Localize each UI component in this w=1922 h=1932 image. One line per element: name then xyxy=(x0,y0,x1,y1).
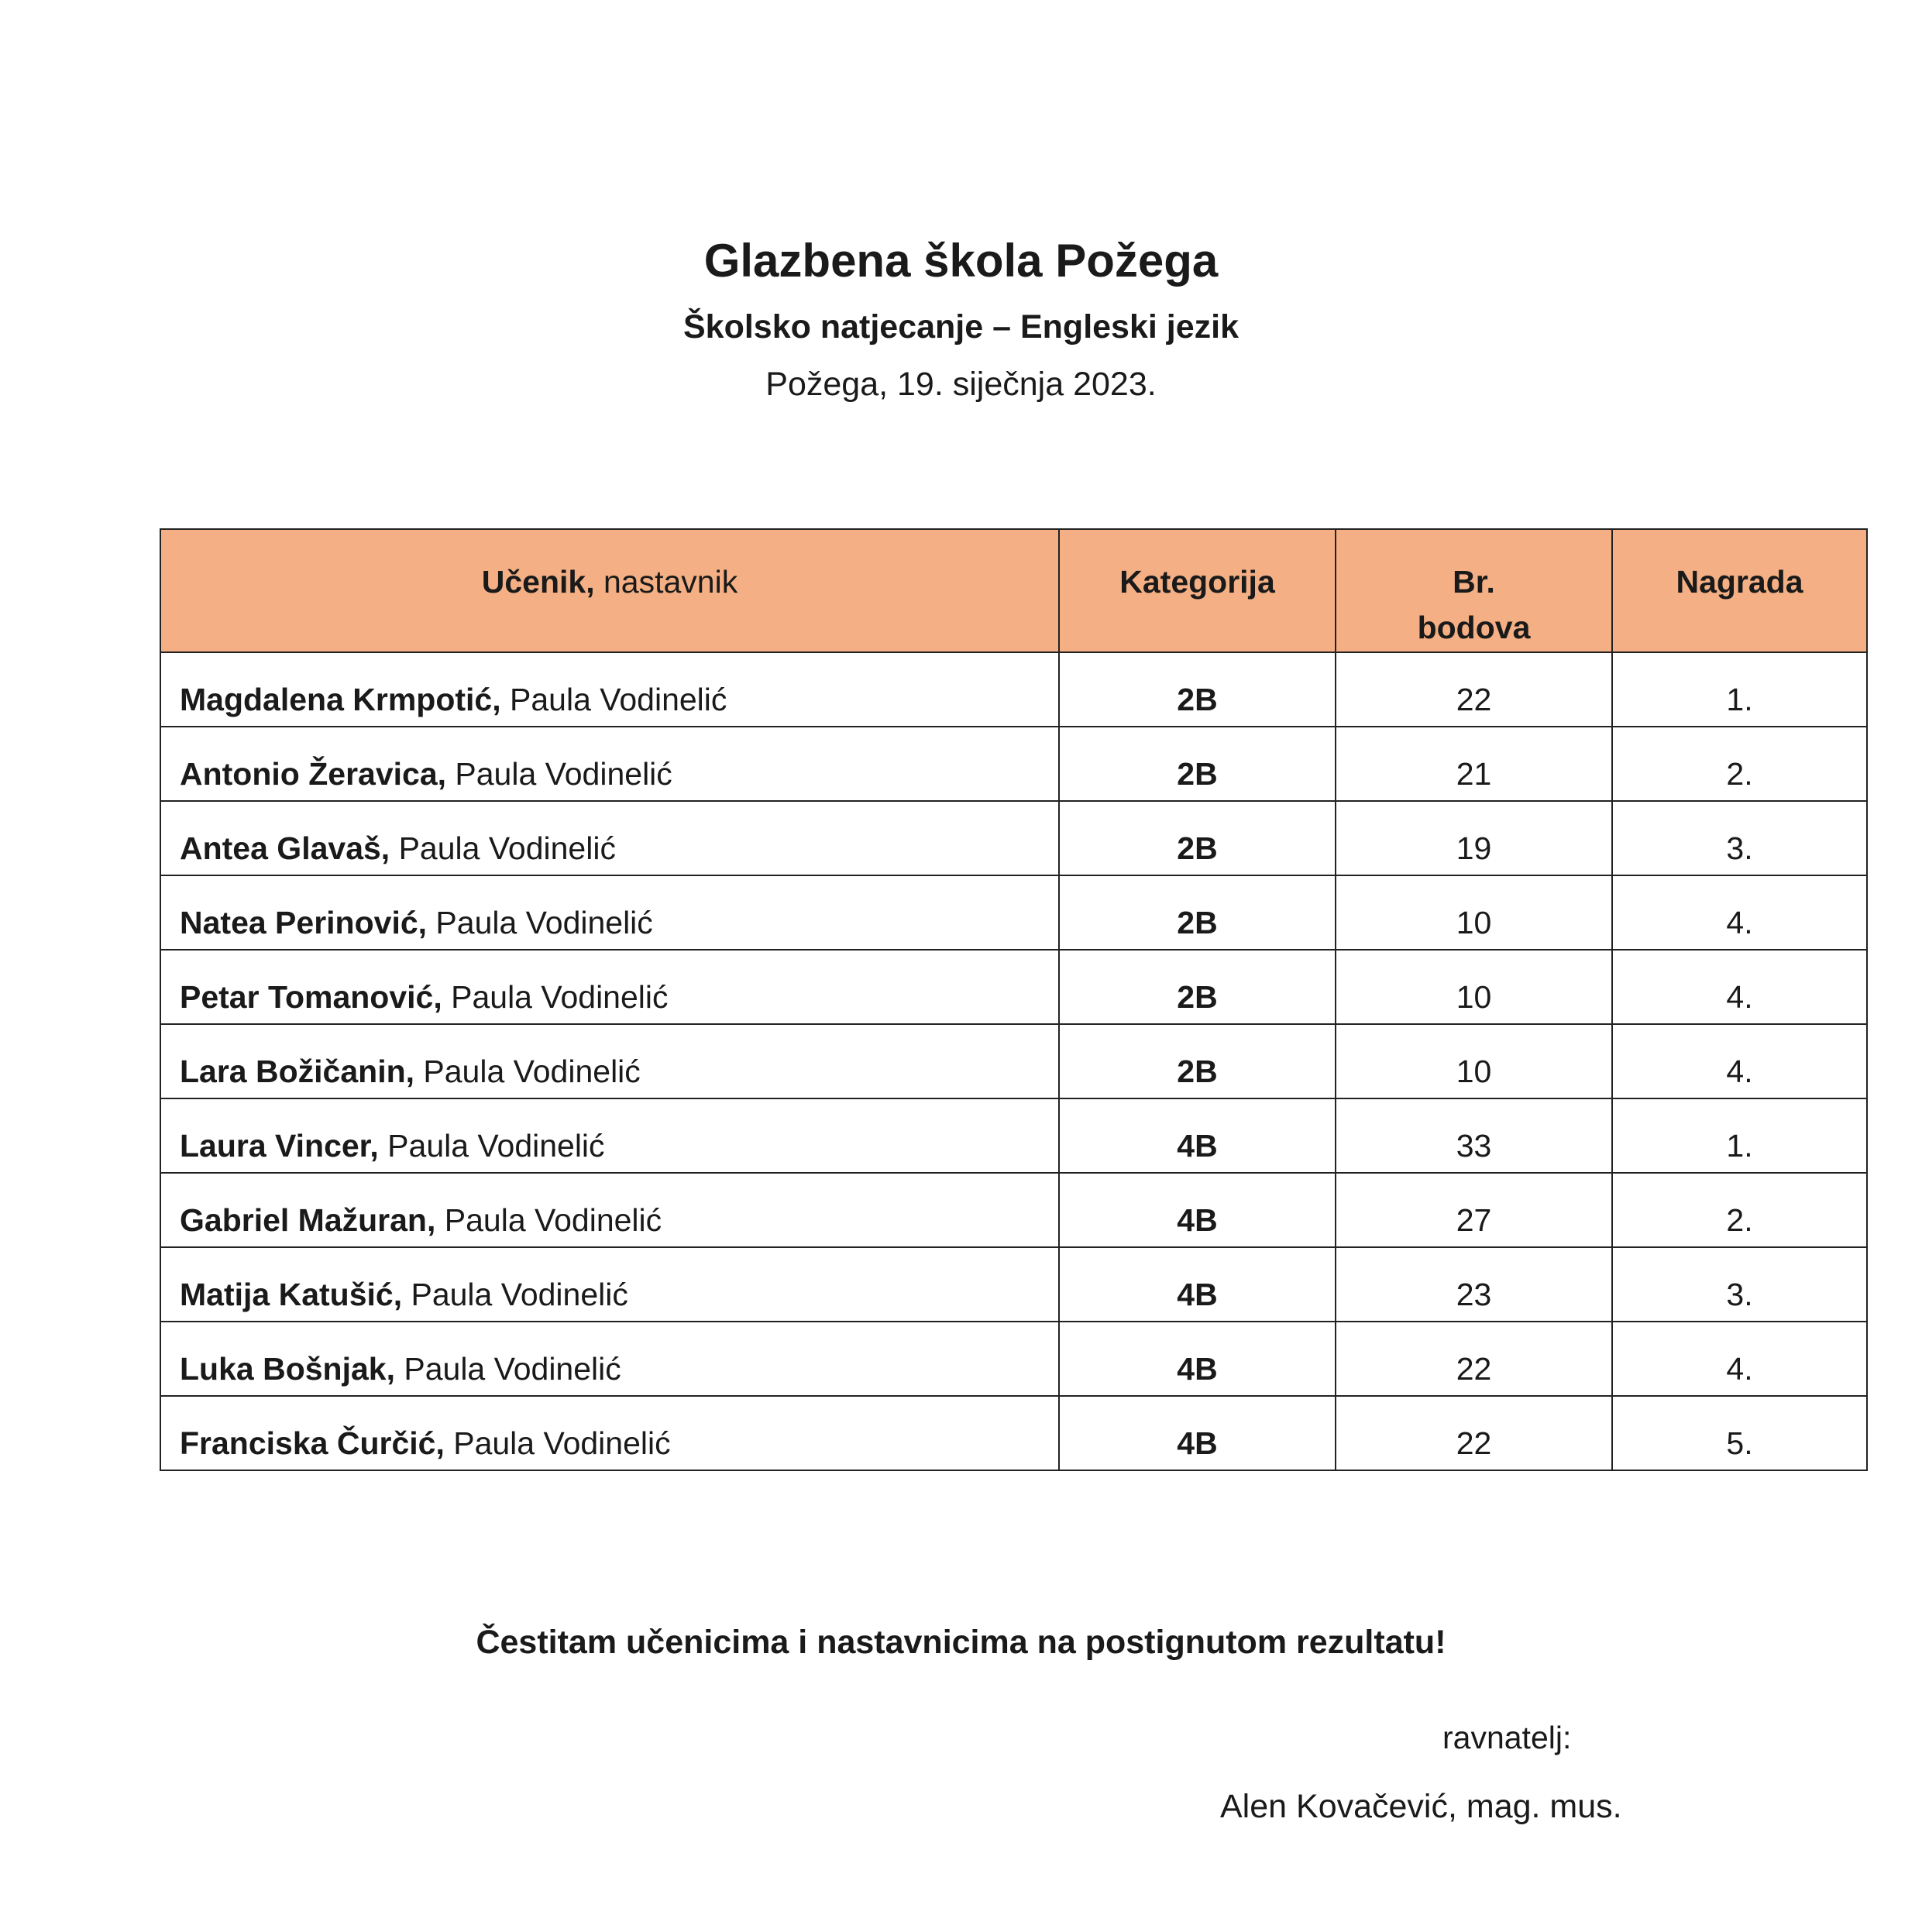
award-cell: 4. xyxy=(1612,950,1867,1024)
column-header-points-line1: Br. xyxy=(1453,564,1495,600)
category-cell: 4B xyxy=(1059,1173,1336,1247)
student-name: Natea Perinović, xyxy=(180,904,428,940)
points-cell: 10 xyxy=(1336,1024,1612,1098)
award-cell: 4. xyxy=(1612,875,1867,950)
teacher-name: Paula Vodinelić xyxy=(444,1425,671,1461)
award-cell: 1. xyxy=(1612,1098,1867,1173)
student-name: Matija Katušić, xyxy=(180,1276,403,1312)
points-cell: 21 xyxy=(1336,727,1612,801)
category-cell: 2B xyxy=(1059,652,1336,727)
column-header-points xyxy=(1336,529,1612,652)
student-teacher-cell xyxy=(160,1322,1059,1396)
table-row xyxy=(160,1396,1867,1470)
column-header-award: Nagrada xyxy=(1612,529,1867,652)
category-cell: 4B xyxy=(1059,1247,1336,1322)
points-cell: 23 xyxy=(1336,1247,1612,1322)
table-row xyxy=(160,1098,1867,1173)
student-teacher-cell xyxy=(160,875,1059,950)
award-cell: 4. xyxy=(1612,1024,1867,1098)
points-cell: 10 xyxy=(1336,875,1612,950)
student-teacher-cell xyxy=(160,727,1059,801)
points-cell: 22 xyxy=(1336,652,1612,727)
table-row xyxy=(160,875,1867,950)
points-cell: 27 xyxy=(1336,1173,1612,1247)
teacher-name: Paula Vodinelić xyxy=(378,1127,605,1164)
award-cell: 3. xyxy=(1612,801,1867,875)
header-row xyxy=(160,529,1867,652)
award-cell: 2. xyxy=(1612,1173,1867,1247)
table-row xyxy=(160,727,1867,801)
award-cell: 5. xyxy=(1612,1396,1867,1470)
student-teacher-cell xyxy=(160,652,1059,727)
student-name: Antonio Žeravica, xyxy=(180,755,447,792)
student-name: Laura Vincer, xyxy=(180,1127,379,1164)
table-row xyxy=(160,801,1867,875)
student-name: Gabriel Mažuran, xyxy=(180,1201,436,1238)
points-cell: 22 xyxy=(1336,1322,1612,1396)
student-name: Franciska Čurčić, xyxy=(180,1425,445,1461)
student-teacher-cell xyxy=(160,1173,1059,1247)
teacher-name: Paula Vodinelić xyxy=(442,978,669,1015)
teacher-name: Paula Vodinelić xyxy=(500,681,727,717)
column-header-student xyxy=(160,529,1059,652)
student-name: Antea Glavaš, xyxy=(180,830,390,866)
student-teacher-cell xyxy=(160,1396,1059,1470)
teacher-name: Paula Vodinelić xyxy=(427,904,653,940)
column-header-category: Kategorija xyxy=(1059,529,1336,652)
table-row xyxy=(160,1173,1867,1247)
award-cell: 4. xyxy=(1612,1322,1867,1396)
column-header-student-bold: Učenik, xyxy=(481,564,595,600)
table-row xyxy=(160,950,1867,1024)
points-cell: 22 xyxy=(1336,1396,1612,1470)
results-table-body xyxy=(160,652,1867,1470)
teacher-name: Paula Vodinelić xyxy=(390,830,616,866)
table-row xyxy=(160,1024,1867,1098)
document-dateline: Požega, 19. siječnja 2023. xyxy=(765,366,1157,403)
document-subtitle: Školsko natjecanje – Engleski jezik xyxy=(683,308,1239,345)
student-name: Petar Tomanović, xyxy=(180,978,442,1015)
results-table xyxy=(160,528,1868,1471)
table-row xyxy=(160,1247,1867,1322)
signatory-name: Alen Kovačević, mag. mus. xyxy=(1220,1788,1622,1825)
award-cell: 1. xyxy=(1612,652,1867,727)
student-name: Lara Božičanin, xyxy=(180,1053,415,1089)
teacher-name: Paula Vodinelić xyxy=(402,1276,628,1312)
category-cell: 4B xyxy=(1059,1396,1336,1470)
student-teacher-cell xyxy=(160,1024,1059,1098)
award-cell: 2. xyxy=(1612,727,1867,801)
table-row xyxy=(160,652,1867,727)
category-cell: 2B xyxy=(1059,801,1336,875)
table-row xyxy=(160,1322,1867,1396)
congratulations-message: Čestitam učenicima i nastavnicima na postignutom rezultatu! xyxy=(476,1624,1446,1661)
student-name: Magdalena Krmpotić, xyxy=(180,681,501,717)
teacher-name: Paula Vodinelić xyxy=(414,1053,641,1089)
column-header-points-line2: bodova xyxy=(1417,610,1531,646)
category-cell: 2B xyxy=(1059,727,1336,801)
student-teacher-cell xyxy=(160,950,1059,1024)
student-teacher-cell xyxy=(160,801,1059,875)
points-cell: 19 xyxy=(1336,801,1612,875)
category-cell: 4B xyxy=(1059,1098,1336,1173)
signatory-role: ravnatelj: xyxy=(1442,1720,1572,1755)
document-title: Glazbena škola Požega xyxy=(703,235,1219,287)
student-teacher-cell xyxy=(160,1247,1059,1322)
teacher-name: Paula Vodinelić xyxy=(435,1201,662,1238)
points-cell: 33 xyxy=(1336,1098,1612,1173)
student-teacher-cell xyxy=(160,1098,1059,1173)
teacher-name: Paula Vodinelić xyxy=(446,755,672,792)
award-cell: 3. xyxy=(1612,1247,1867,1322)
category-cell: 2B xyxy=(1059,950,1336,1024)
category-cell: 2B xyxy=(1059,875,1336,950)
points-cell: 10 xyxy=(1336,950,1612,1024)
column-header-teacher: nastavnik xyxy=(594,564,738,600)
student-name: Luka Bošnjak, xyxy=(180,1350,395,1387)
category-cell: 2B xyxy=(1059,1024,1336,1098)
results-table-header xyxy=(160,529,1867,652)
teacher-name: Paula Vodinelić xyxy=(394,1350,621,1387)
category-cell: 4B xyxy=(1059,1322,1336,1396)
